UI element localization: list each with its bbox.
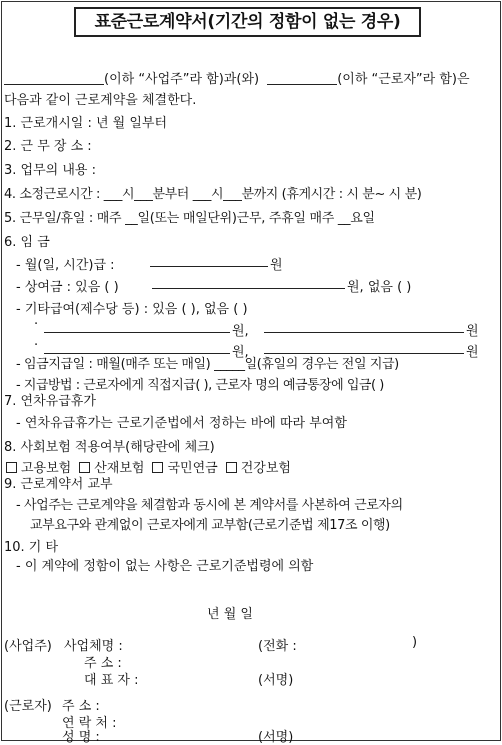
- employer-company-label: 사업체명 :: [64, 639, 123, 654]
- item-duties: 3. 업무의 내용 :: [4, 163, 96, 178]
- worker-sign: (서명): [258, 730, 294, 745]
- employer-sign: (서명): [258, 673, 294, 688]
- worker-contact-label: 연 락 처 :: [62, 716, 117, 731]
- intro-part2: (이하 “근로자”라 함)은: [337, 72, 470, 87]
- insurance-health[interactable]: [226, 461, 291, 476]
- delivery-detail-1: - 사업주는 근로계약을 체결함과 동시에 본 계약서를 사본하여 근로자의: [16, 498, 403, 513]
- other-pay-unit-1: 원,: [232, 324, 249, 339]
- item-wage-heading: 6. 임 금: [4, 235, 50, 250]
- annual-leave-detail: - 연차유급휴가는 근로기준법에서 정하는 바에 따라 부여함: [16, 416, 347, 431]
- document-title: 표준근로계약서(기간의 정함이 없는 경우): [74, 7, 421, 37]
- bonus-unit: 원, 없음 ( ): [347, 280, 412, 295]
- worker-address-label: 주 소 :: [62, 699, 100, 714]
- delivery-detail-2: 교부요구와 관계없이 근로자에게 교부함(근로기준법 제17조 이행): [30, 518, 390, 533]
- other-pay-line: - 기타급여(제수당 등) : 있음 ( ), 없음 ( ): [16, 302, 248, 317]
- item-start-date: 1. 근로개시일 : 년 월 일부터: [4, 116, 168, 131]
- wage-monthly-unit: 원: [270, 258, 283, 273]
- other-pay-bullet-2: ·: [34, 338, 39, 353]
- other-pay-bullet-1: ·: [34, 317, 39, 332]
- item-working-hours: 4. 소정근로시간 : ___시___분부터 ___시___분까지 (휴게시간 : 시 분~ 시 분): [4, 187, 422, 202]
- checkbox[interactable]: [79, 462, 90, 473]
- employer-tag: (사업주): [4, 639, 52, 654]
- insurance-label: 고용보험: [21, 461, 72, 476]
- bonus-blank: [152, 288, 345, 289]
- checkbox[interactable]: [6, 462, 17, 473]
- insurance-label: 건강보험: [240, 461, 291, 476]
- insurance-label: 국민연금: [167, 461, 218, 476]
- employer-name-blank: [4, 72, 104, 85]
- checkbox[interactable]: [226, 462, 237, 473]
- employer-phone-close: ): [412, 635, 418, 650]
- bonus-label: - 상여금 : 있음 ( ): [16, 280, 119, 295]
- pay-day-line: - 임금지급일 : 매월(매주 또는 매일) _____일(휴일의 경우는 전일 지급): [16, 357, 399, 372]
- misc-detail: - 이 계약에 정함이 없는 사항은 근로기준법령에 의함: [16, 559, 314, 574]
- item-contract-delivery: 9. 근로계약서 교부: [4, 477, 113, 492]
- employer-address-label: 주 소 :: [84, 656, 122, 671]
- insurance-label: 산재보험: [94, 461, 145, 476]
- other-pay-unit-3: 원,: [232, 345, 249, 360]
- contract-date: 년 월 일: [207, 607, 253, 622]
- checkbox[interactable]: [152, 462, 163, 473]
- intro-line-1: [4, 68, 470, 87]
- item-misc: 10. 기 타: [4, 540, 59, 555]
- other-pay-unit-2: 원: [466, 324, 479, 339]
- worker-name-label: 성 명 :: [62, 730, 100, 745]
- other-pay-blank-1: [44, 332, 230, 333]
- wage-monthly-label: - 월(일, 시간)급 :: [16, 258, 115, 273]
- item-social-insurance: 8. 사회보험 적용여부(해당란에 체크): [4, 440, 215, 455]
- pay-method-line: - 지급방법 : 근로자에게 직접지급( ), 근로자 명의 예금통장에 입금( ): [16, 378, 384, 393]
- employer-rep-label: 대 표 자 :: [84, 673, 139, 688]
- other-pay-blank-2: [264, 332, 464, 333]
- intro-part1: (이하 “사업주”라 함)과(와): [104, 72, 260, 87]
- wage-monthly-blank: [150, 266, 268, 267]
- insurance-national-pension[interactable]: [152, 461, 217, 476]
- worker-name-blank: [267, 72, 337, 85]
- item-workplace: 2. 근 무 장 소 :: [4, 139, 92, 154]
- contract-page: [1, 1, 501, 745]
- intro-line-2: 다음과 같이 근로계약을 체결한다.: [4, 93, 197, 108]
- employer-phone-label: (전화 :: [258, 639, 297, 654]
- other-pay-unit-4: 원: [466, 345, 479, 360]
- worker-tag: (근로자): [4, 699, 52, 714]
- item-workdays: 5. 근무일/휴일 : 매주 __일(또는 매일단위)근무, 주휴일 매주 __요일: [4, 211, 375, 226]
- item-annual-leave: 7. 연차유급휴가: [4, 394, 96, 409]
